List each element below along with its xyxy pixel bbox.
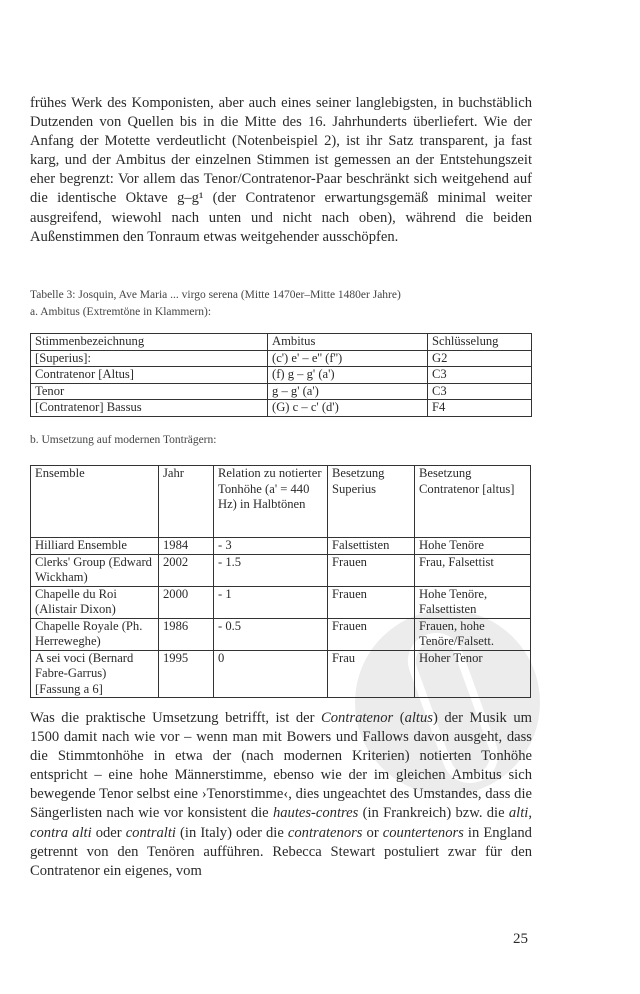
table-header-cell: Relation zu notierter Tonhöhe (a' = 440 Hz) in Halbtönen (214, 466, 328, 538)
italic-term: hautes-contres (272, 805, 359, 822)
table-cell: Hoher Tenor (415, 650, 531, 698)
table-cell: (G) c – c' (d') (268, 400, 428, 417)
table-a-caption: a. Ambitus (Extremtöne in Klammern): (30, 306, 212, 318)
table-header-cell: Besetzung Contratenor [altus] (415, 466, 531, 538)
table-cell: Hohe Tenöre (415, 538, 531, 555)
table-b-caption: b. Umsetzung auf modernen Tonträgern: (30, 434, 217, 446)
table-cell: (f) g – g' (a') (268, 367, 428, 384)
table-cell: [Superius]: (31, 350, 268, 367)
table-cell: Contratenor [Altus] (31, 367, 268, 384)
table-row (31, 367, 532, 384)
page-number: 25 (513, 931, 528, 947)
text-run: oder (91, 824, 126, 841)
table-row (31, 554, 531, 586)
table-cell: - 3 (214, 538, 328, 555)
text-run: , (528, 805, 532, 822)
table-header-cell: Jahr (159, 466, 214, 538)
table-cell: (c') e' – e'' (f'') (268, 350, 428, 367)
text-run: Was die praktische Umsetzung betrifft, ist der (30, 710, 322, 726)
table-cell: - 0.5 (214, 618, 328, 650)
text-run: or (362, 824, 383, 841)
italic-term: contratenors (287, 824, 363, 841)
table-cell: [Contratenor] Bassus (31, 400, 268, 417)
ambitus-table (30, 333, 532, 417)
table-header-row (31, 334, 532, 351)
table-cell: Falsettisten (328, 538, 415, 555)
italic-term: altus (404, 710, 433, 726)
table-cell: 1995 (159, 650, 214, 698)
table-cell: Frauen (328, 586, 415, 618)
table-caption: Tabelle 3: Josquin, Ave Maria ... virgo serena (Mitte 1470er–Mitte 1480er Jahre) (30, 289, 401, 301)
table-cell: G2 (428, 350, 532, 367)
italic-term: alti (508, 805, 529, 822)
table-cell: - 1.5 (214, 554, 328, 586)
table-header-cell: Ambitus (268, 334, 428, 351)
recordings-table (30, 465, 531, 698)
table-header-row (31, 466, 531, 538)
table-row (31, 400, 532, 417)
table-cell: A sei voci (Bernard Fabre-Garrus) [Fassung a 6] (31, 650, 159, 698)
table-row (31, 618, 531, 650)
table-cell: Clerks' Group (Edward Wickham) (31, 554, 159, 586)
body-paragraph (30, 709, 532, 881)
text-run: in England getrennt von den Tenören aufführen. Rebecca Stewart postuliert zwar für den Contratenor ein eigenes, vom (30, 824, 532, 879)
table-header-cell: Ensemble (31, 466, 159, 538)
italic-term: contra alti (30, 824, 92, 841)
table-cell: Tenor (31, 383, 268, 400)
table-cell: Frauen, hohe Tenöre/Falsett. (415, 618, 531, 650)
table-cell: Frau, Falsettist (415, 554, 531, 586)
table-cell: Hohe Tenöre, Falsettisten (415, 586, 531, 618)
text-run: ) der Musik um 1500 damit nach wie vor – wenn man mit Bowers und Fallows davon ausgeht, dass die Stimmtonhöhe in etwa der (nach modernen Kriterien) notierten Tonhöhe entspricht – eine hohe Männerstimme, ebenso wie der im gleichen Ambitus sich bewegende Tenor selbst eine ›Tenorstimme‹, dies ungeachtet des Umstandes, dass die Sängerlisten nach wie vor konsistent die (30, 710, 532, 822)
table-cell: Frau (328, 650, 415, 698)
table-cell: - 1 (214, 586, 328, 618)
table-cell: 1984 (159, 538, 214, 555)
table-cell: C3 (428, 383, 532, 400)
body-paragraph: frühes Werk des Komponisten, aber auch eines seiner langlebigsten, in buchstäblich Dutzenden von Quellen bis in die Mitte des 16. Jahrhunderts überliefert. Wie der Anfang der Motette verdeutlicht (Notenbeispiel 2), ist ihr Satz transparent, ja fast karg, und der Ambitus der einzelnen Stimmen ist gemessen an der Entstehungszeit eher begrenzt: Vor allem das Tenor/Contratenor-Paar beschränkt sich weitgehend auf die identische Oktave g–g¹ (der Contratenor erwartungsgemäß minimal weiter ausgreifend, wiewohl nach unten und nicht nach oben), während die beiden Außenstimmen den Tonraum etwas weitgehender ausschöpfen. (30, 95, 532, 245)
table-cell: 1986 (159, 618, 214, 650)
table-row (31, 350, 532, 367)
table-row (31, 383, 532, 400)
table-cell: 0 (214, 650, 328, 698)
table-cell: Frauen (328, 618, 415, 650)
table-header-cell: Besetzung Superius (328, 466, 415, 538)
text-run: (in Frankreich) bzw. die (358, 805, 509, 822)
table-row (31, 538, 531, 555)
text-run: ( (393, 710, 405, 726)
table-header-cell: Schlüsselung (428, 334, 532, 351)
italic-term: contralti (125, 824, 176, 841)
table-cell: Frauen (328, 554, 415, 586)
table-cell: 2000 (159, 586, 214, 618)
table-cell: Hilliard Ensemble (31, 538, 159, 555)
table-cell: F4 (428, 400, 532, 417)
table-cell: Chapelle du Roi (Alistair Dixon) (31, 586, 159, 618)
table-cell: g – g' (a') (268, 383, 428, 400)
text-run: (in Italy) oder die (175, 824, 288, 841)
italic-term: countertenors (382, 824, 464, 841)
table-cell: Chapelle Royale (Ph. Herreweghe) (31, 618, 159, 650)
table-row (31, 650, 531, 698)
table-cell: 2002 (159, 554, 214, 586)
table-row (31, 586, 531, 618)
italic-term: Contratenor (321, 710, 394, 726)
table-cell: C3 (428, 367, 532, 384)
table-header-cell: Stimmenbezeichnung (31, 334, 268, 351)
